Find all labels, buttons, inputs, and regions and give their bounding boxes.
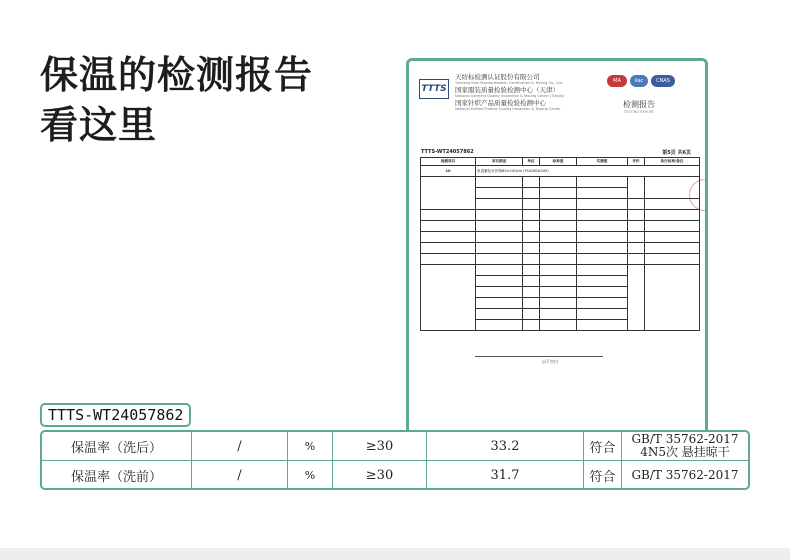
header-cell: 标准值 [540,158,577,166]
center2-name-en: National Knitted Product Quality Inspection & Testing Center [455,107,561,111]
report-sample-row [421,166,700,177]
headline [40,50,313,150]
certification-marks [607,75,675,87]
header-cell: 项目描述 [476,158,523,166]
header-cell: 单位 [523,158,540,166]
header-cell: 检测项目 [421,158,476,166]
header-cell: 实测值 [577,158,628,166]
sample-number: 10 [421,166,476,177]
end-divider [475,356,603,357]
company-name-en: Tianfang Biao Standardization Certification & Testing Co., Ltd. [455,81,564,85]
test-item: 保温率（洗后） [42,432,192,460]
test-description: / [192,461,288,489]
report-thumbnail [406,58,708,478]
measured-value: 31.7 [427,461,584,489]
report-page-number: 第5页 共6页 [662,150,691,156]
report-header-row [421,158,700,166]
center2-name: 国家针织产品质量检验检测中心 [455,99,546,107]
ttts-logo: TTTS [419,79,449,99]
table-row [42,460,748,489]
report-row [421,243,700,254]
standard-value: ≥30 [333,432,427,460]
headline-line-2: 看这里 [40,103,158,147]
unit: % [288,432,333,460]
report-table [420,157,700,331]
verdict: 符合 [584,432,622,460]
report-company [455,73,564,112]
company-name: 天纺标检测认证股份有限公司 [455,73,540,81]
table-row [42,432,748,460]
header-cell: 评价 [628,158,645,166]
report-row [421,232,700,243]
report-title-cn: 检测报告 [623,100,655,109]
standard-reference [622,432,748,460]
headline-line-1: 保温的检测报告 [40,53,314,97]
cnas-mark-icon: CNAS [651,75,675,87]
report-row [421,265,700,276]
measured-value: 33.2 [427,432,584,460]
report-title [623,99,655,114]
standard-reference [622,461,748,489]
report-number: TTTS-WT24057862 [48,406,184,424]
end-note: 以下空白 [542,359,558,364]
ma-mark-icon: MA [607,75,627,87]
test-description: / [192,432,288,460]
center-name: 国家服装质量检验检测中心（天津） [455,86,559,94]
report-row [421,210,700,221]
header-cell: 执行标准/备注 [645,158,700,166]
report-row [421,221,700,232]
report-row [421,177,700,188]
center-name-en: National Garment Quality Inspection & Testing Center (Tianjin) [455,94,565,98]
report-number-tag [40,403,191,427]
standard-value: ≥30 [333,461,427,489]
report-code: TTTS-WT24057862 [421,149,474,155]
verdict: 符合 [584,461,622,489]
ilac-mark-icon: ilac [630,75,648,87]
zoomed-result-table [40,430,750,490]
unit: % [288,461,333,489]
standard-note: 4N5次 悬挂晾干 [640,445,730,459]
standard-code: GB/T 35762-2017 [631,432,739,446]
report-row [421,254,700,265]
bottom-band [0,548,790,560]
sample-name: 里混紫色针织物80×100cm (FS40616345) [476,166,700,177]
test-item: 保温率（洗前） [42,461,192,489]
standard-code: GB/T 35762-2017 [631,467,739,482]
report-title-en: TESTING REPORT [623,110,654,114]
